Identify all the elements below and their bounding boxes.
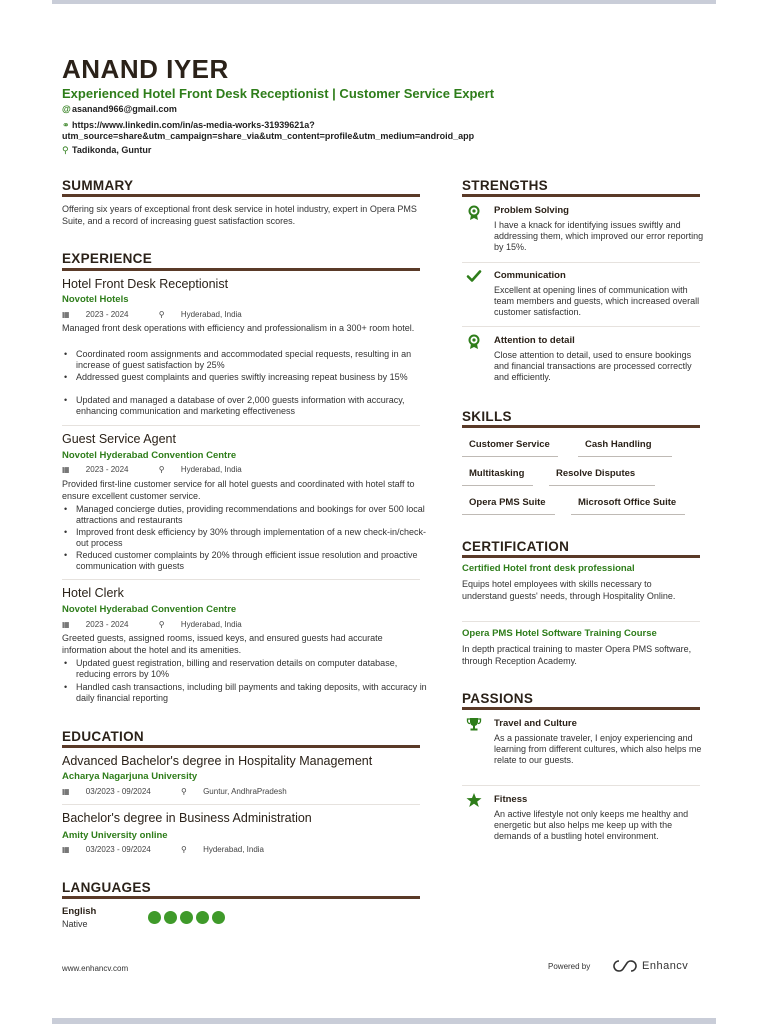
rating-dot [212,911,225,924]
certification-rule [462,555,700,558]
languages-title: LANGUAGES [62,880,151,895]
education-title: EDUCATION [62,729,144,744]
divider [462,785,700,786]
location-pin-icon: ⚲ [180,845,187,854]
rating-dot [148,911,161,924]
job-company: Novotel Hyderabad Convention Centre [62,604,237,615]
rating-dot [196,911,209,924]
divider [462,621,700,622]
experience-rule [62,268,420,271]
strengths-title: STRENGTHS [462,178,548,193]
job-location: Hyderabad, India [180,465,242,474]
candidate-name: ANAND IYER [62,54,229,84]
location-pin-icon: ⚲ [62,145,69,155]
job-role: Guest Service Agent [62,432,176,446]
language-rating [148,911,228,929]
skill-tag: Multitasking [462,468,533,486]
school-name: Acharya Nagarjuna University [62,771,198,782]
email-link[interactable]: asanand966@gmail.com [72,104,177,114]
skill-tag: Cash Handling [578,439,672,457]
education-rule [62,745,420,748]
linkedin-link-cont[interactable]: utm_source=share&utm_campaign=share_via&utm_content=profile&utm_medium=android_app [62,131,475,141]
location-text: Tadikonda, Guntur [72,145,152,155]
location-row [62,145,151,156]
skill-tag: Microsoft Office Suite [571,497,685,515]
award-icon [466,334,482,350]
divider [62,804,420,805]
email-row [62,104,177,115]
job-bullet: • Improved front desk efficiency by 30% through implementation of a new check-in/check-out process [62,527,432,549]
education-meta [62,845,292,854]
job-role: Hotel Clerk [62,586,124,600]
cert-name: Certified Hotel front desk professional [462,563,635,574]
job-bullet: • Coordinated room assignments and accommodated special requests, resulting in an increase of guest satisfaction by 25% [62,349,432,371]
strength-title: Problem Solving [494,205,569,216]
link-icon: ⚭ [62,120,70,130]
job-dates: 2023 - 2024 [85,310,129,319]
rating-dot [180,911,193,924]
education-dates: 03/2023 - 09/2024 [85,787,151,796]
job-bullet: • Updated guest registration, billing and reservation details on computer database, reducing errors by 10% [62,658,432,680]
degree-title: Advanced Bachelor's degree in Hospitality Management [62,754,373,768]
divider [462,326,700,327]
calendar-icon: ▦ [62,620,70,629]
job-company: Novotel Hyderabad Convention Centre [62,450,237,461]
job-meta [62,310,270,319]
job-bullet: • Addressed guest complaints and queries swiftly increasing repeat business by 15% [62,372,432,383]
cert-name: Opera PMS Hotel Software Training Course [462,628,657,639]
skills-rule [462,425,700,428]
strength-desc: Excellent at opening lines of communication with team members and guests, which increased overall customer satisfaction. [494,285,700,317]
passion-desc: As a passionate traveler, I enjoy experiencing and learning from different cultures, which also helps me relate to our guests. [494,733,702,765]
passion-title: Travel and Culture [494,718,577,729]
calendar-icon: ▦ [62,465,70,474]
language-name: English [62,906,97,917]
cert-desc: In depth practical training to master Opera PMS software, through Reception Academy. [462,644,692,666]
strength-title: Communication [494,270,566,281]
job-bullet: • Managed concierge duties, providing recommendations and bookings for over 500 local attractions and restaurants [62,504,432,526]
job-description: Greeted guests, assigned rooms, issued keys, and ensured guests had accurate information about the hotel and its amenities. [62,633,383,655]
trophy-icon [466,716,482,732]
certification-title: CERTIFICATION [462,539,570,554]
passions-title: PASSIONS [462,691,534,706]
divider [462,262,700,263]
job-meta [62,620,270,629]
skill-tag: Opera PMS Suite [462,497,555,515]
passion-title: Fitness [494,794,528,805]
job-bullet: • Reduced customer complaints by 20% through efficient issue resolution and proactive communication with guests [62,550,432,572]
cert-desc: Equips hotel employees with skills necessary to understand guests' needs, through Hospitality Online. [462,579,676,601]
strength-title: Attention to detail [494,335,575,346]
bottom-border [52,1018,716,1024]
strengths-rule [462,194,700,197]
job-description: Managed front desk operations with efficiency and professionalism in a 300+ room hotel. [62,323,415,333]
location-pin-icon: ⚲ [158,465,165,474]
divider [62,579,420,580]
languages-rule [62,896,420,899]
headline: Experienced Hotel Front Desk Receptionist | Customer Service Expert [62,86,495,101]
footer-site[interactable]: www.enhancv.com [62,964,129,973]
job-location: Hyderabad, India [180,620,242,629]
divider [62,425,420,426]
passions-rule [462,707,700,710]
at-icon: @ [62,104,71,114]
job-company: Novotel Hotels [62,294,129,305]
footer-brand[interactable]: Enhancv [642,960,689,972]
calendar-icon: ▦ [62,310,70,319]
check-icon [466,268,482,284]
location-pin-icon: ⚲ [158,310,165,319]
job-description: Provided first-line customer service for all hotel guests and coordinated with hotel staff to ensure excellent customer service. [62,479,415,501]
job-meta [62,465,270,474]
calendar-icon: ▦ [62,845,70,854]
summary-text: Offering six years of exceptional front desk service in hotel industry, expert in Opera PMS Suite, and a record of increasing guest satisfaction scores. [62,204,417,226]
language-level: Native [62,919,88,929]
location-pin-icon: ⚲ [180,787,187,796]
job-dates: 2023 - 2024 [85,465,129,474]
skills-title: SKILLS [462,409,512,424]
skill-tag: Resolve Disputes [549,468,655,486]
job-location: Hyderabad, India [180,310,242,319]
passion-desc: An active lifestyle not only keeps me healthy and energetic but also helps me keep up with the demands of a bustling hotel environment. [494,809,689,841]
award-icon [466,205,482,221]
education-location: Guntur, AndhraPradesh [203,787,287,796]
job-dates: 2023 - 2024 [85,620,129,629]
star-icon [466,792,482,808]
school-name: Amity University online [62,830,168,841]
location-pin-icon: ⚲ [158,620,165,629]
rating-dot [164,911,177,924]
calendar-icon: ▦ [62,787,70,796]
linkedin-row [62,120,474,142]
experience-title: EXPERIENCE [62,251,153,266]
footer-powered: Powered by [548,962,591,971]
enhancv-logo-icon [612,959,638,973]
education-meta [62,787,315,796]
education-dates: 03/2023 - 09/2024 [85,845,151,854]
top-border [52,0,716,4]
skill-tag: Customer Service [462,439,558,457]
linkedin-link[interactable]: https://www.linkedin.com/in/as-media-works-31939621a? [72,120,315,130]
strength-desc: Close attention to detail, used to ensure bookings and financial transactions are processed correctly and efficiently. [494,350,692,382]
summary-rule [62,194,420,197]
job-bullet: • Handled cash transactions, including bill payments and taking deposits, with accuracy in daily financial reporting [62,682,432,704]
education-location: Hyderabad, India [203,845,265,854]
job-role: Hotel Front Desk Receptionist [62,277,229,291]
strength-desc: I have a knack for identifying issues swiftly and addressing them, which improved our error reporting by 15%. [494,220,704,252]
job-bullet: • Updated and managed a database of over 2,000 guests information with accuracy, enhancing communication and marketing effectiveness [62,395,432,417]
summary-title: SUMMARY [62,178,134,193]
degree-title: Bachelor's degree in Business Administration [62,811,312,825]
